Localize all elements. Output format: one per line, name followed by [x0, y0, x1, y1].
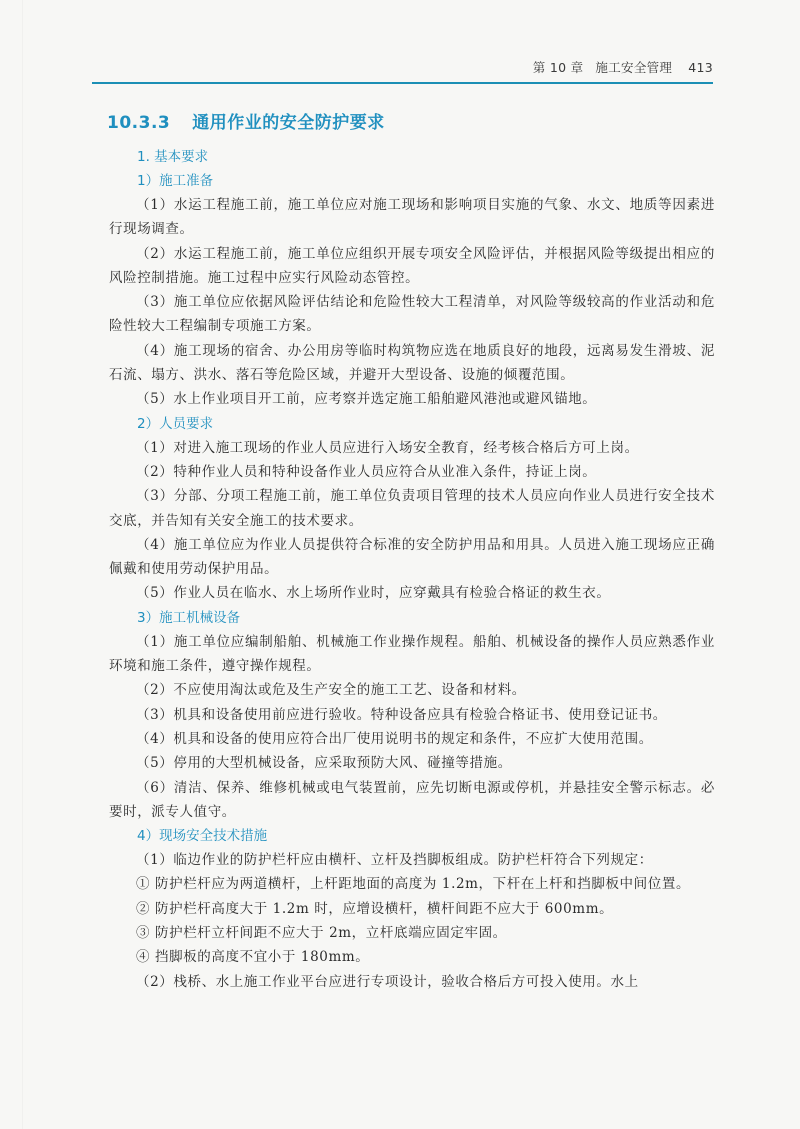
paragraph: （1）水运工程施工前，施工单位应对施工现场和影响项目实施的气象、水文、地质等因素进行现场调查。 [109, 197, 716, 238]
section-number: 10.3.3 [107, 113, 171, 133]
paragraph: （3）机具和设备使用前应进行验收。特种设备应具有检验合格证书、使用登记证书。 [136, 706, 667, 723]
topic-heading: 3）施工机械设备 [137, 609, 241, 626]
paragraph: （2）不应使用淘汰或危及生产安全的施工工艺、设备和材料。 [136, 682, 526, 699]
paragraph: （4）机具和设备的使用应符合出厂使用说明书的规定和条件，不应扩大使用范围。 [136, 730, 653, 747]
section-heading [107, 108, 715, 133]
subsection-heading: 1. 基本要求 [137, 149, 209, 165]
topic-heading: 1）施工准备 [137, 173, 214, 189]
topic-heading: 2）人员要求 [137, 415, 214, 432]
page-number: 413 [688, 60, 713, 75]
paragraph: （1）对进入施工现场的作业人员应进行入场安全教育，经考核合格后方可上岗。 [136, 439, 639, 456]
paragraph: （1）临边作业的防护栏杆应由横杆、立杆及挡脚板组成。防护栏杆符合下列规定： [136, 852, 653, 869]
topic-heading: 4）现场安全技术措施 [137, 828, 268, 845]
paragraph: （5）停用的大型机械设备，应采取预防大风、碰撞等措施。 [136, 755, 512, 772]
chapter-label: 第 10 章 [532, 60, 584, 75]
section-title: 通用作业的安全防护要求 [192, 113, 385, 133]
running-header [0, 58, 713, 76]
section-text [109, 145, 715, 994]
paragraph: （1）施工单位应编制船舶、机械施工作业操作规程。船舶、机械设备的操作人员应熟悉作业环境和施工条件，遵守操作规程。 [109, 633, 716, 675]
paragraph: （5）水上作业项目开工前，应考察并选定施工船舶避风港池或避风锚地。 [136, 391, 597, 408]
page-body [109, 108, 715, 994]
paragraph: （5）作业人员在临水、水上场所作业时，应穿戴具有检验合格证的救生衣。 [136, 585, 611, 602]
header-rule [92, 82, 713, 84]
paragraph: （4）施工现场的宿舍、办公用房等临时构筑物应选在地质良好的地段，远离易发生滑坡、泥石流、塌方、洪水、落石等危险区域，并避开大型设备、设施的倾覆范围。 [109, 342, 716, 384]
chapter-title: 施工安全管理 [595, 60, 673, 75]
paragraph: （4）施工单位应为作业人员提供符合标准的安全防护用品和用具。人员进入施工现场应正确佩戴和使用劳动保护用品。 [109, 536, 716, 578]
paragraph: （6）清洁、保养、维修机械或电气装置前，应先切断电源或停机，并悬挂安全警示标志。必要时，派专人值守。 [109, 779, 716, 820]
paragraph: （3）分部、分项工程施工前，施工单位负责项目管理的技术人员应向作业人员进行安全技术交底，并告知有关安全施工的技术要求。 [109, 488, 716, 529]
paragraph: （2）水运工程施工前，施工单位应组织开展专项安全风险评估，并根据风险等级提出相应的风险控制措施。施工过程中应实行风险动态管控。 [109, 245, 716, 286]
paragraph: （3）施工单位应依据风险评估结论和危险性较大工程清单，对风险等级较高的作业活动和危险性较大工程编制专项施工方案。 [109, 294, 716, 335]
paragraph: （2）特种作业人员和特种设备作业人员应符合从业准入条件，持证上岗。 [136, 463, 597, 480]
paragraph: ② 防护栏杆高度大于 1.2m 时，应增设横杆，横杆间距不应大于 600mm。 [136, 900, 614, 917]
paragraph: ④ 挡脚板的高度不宜小于 180mm。 [136, 949, 370, 966]
paragraph: ① 防护栏杆应为两道横杆，上杆距地面的高度为 1.2m，下杆在上杆和挡脚板中间位置。 [136, 876, 691, 893]
paragraph: （2）栈桥、水上施工作业平台应进行专项设计，验收合格后方可投入使用。水上 [136, 973, 639, 990]
paragraph: ③ 防护栏杆立杆间距不应大于 2m，立杆底端应固定牢固。 [136, 925, 507, 942]
page-binding-edge [22, 0, 23, 1129]
